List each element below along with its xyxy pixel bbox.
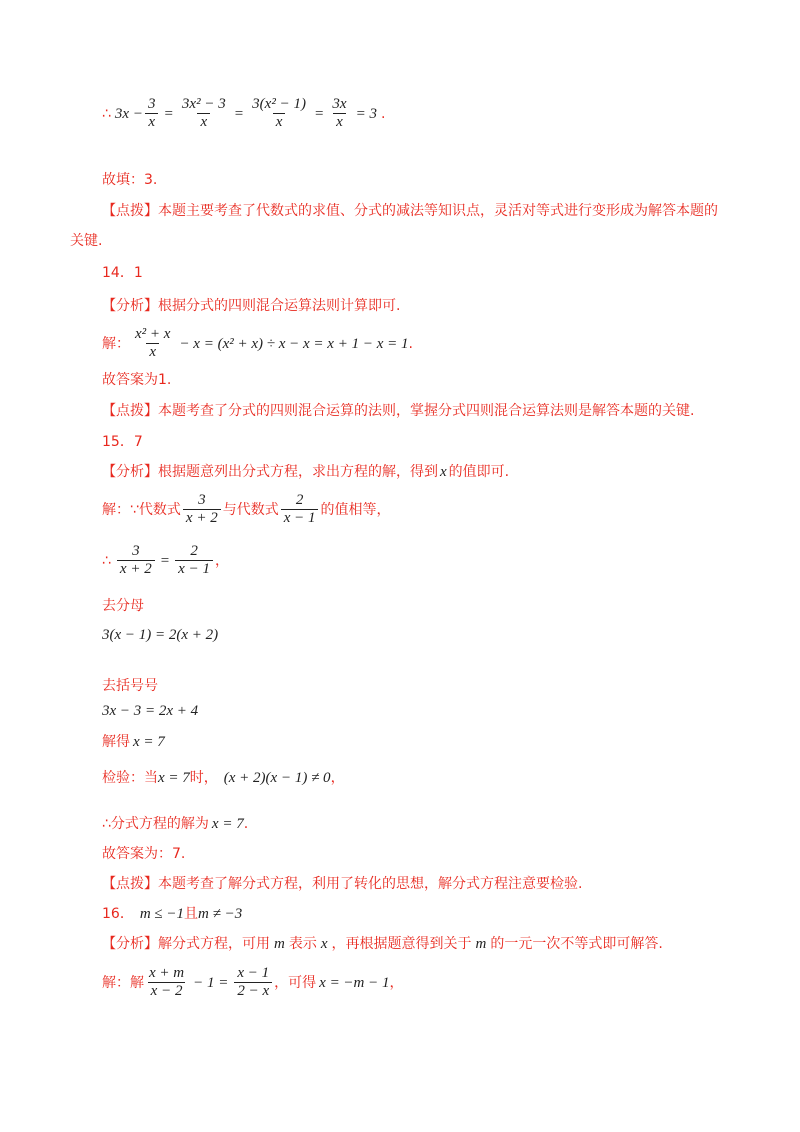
q15-step2: 去括号号 bbox=[102, 678, 158, 694]
q15-analysis: 【分析】根据题意列出分式方程，求出方程的解，得到 x 的值即可. bbox=[102, 464, 510, 480]
q15-given: 解：∵代数式 $\frac{3}{x + 2}$ 与代数式 $\frac{2}{x - 1}$ 的值相等， bbox=[102, 492, 391, 526]
q16-heading: 16． m ≤ −1且m ≠ −3 bbox=[102, 906, 243, 922]
q14-solution: 解： $\frac{\text{x² + x}}{x}$ − x = (x² + x) ÷ x − x = x + 1 − x = 1 . bbox=[102, 326, 413, 360]
q15-step1-eq: 3(x − 1) = 2(x + 2) bbox=[102, 627, 219, 643]
fraction: $\frac{2}{x - 1}$ bbox=[281, 492, 319, 527]
fraction: $\frac{2}{x - 1}$ bbox=[175, 543, 213, 578]
q15-check: 检验：当x = 7时， (x + 2)(x − 1) ≠ 0， bbox=[102, 770, 345, 786]
expr-result: = 3 bbox=[355, 105, 377, 122]
comment-13: 【点拨】本题主要考查了代数式的求值、分式的减法等知识点，灵活对等式进行变形成为解答本题的 bbox=[102, 203, 718, 219]
q14-heading: 14．1 bbox=[102, 265, 143, 281]
q16-analysis: 【分析】解分式方程，可用 m 表示 x ，再根据题意得到关于 m 的一元一次不等式即可解答. bbox=[102, 936, 663, 952]
q15-step1: 去分母 bbox=[102, 598, 144, 614]
derivation-line: ∴ 3x − $\frac{3}{x}$ = $\frac{\text{3x² − 3}}{x}$ = $\frac{\text{3(x² − 1)}}{x}$ = $\frac{3x}{x}$ = 3 . bbox=[102, 96, 386, 130]
q15-conclusion: ∴分式方程的解为 x = 7. bbox=[102, 816, 249, 832]
q15-answer: 故答案为：7. bbox=[102, 846, 186, 862]
q16-solution: 解：解 $\frac{x + m}{x - 2}$ − 1 = $\frac{x - 1}{2 - x}$ ，可得 x = −m − 1 ， bbox=[102, 965, 404, 999]
q15-equation: ∴ $\frac{3}{x + 2}$ = $\frac{2}{x - 1}$ ， bbox=[102, 543, 229, 577]
q15-comment: 【点拨】本题考查了解分式方程，利用了转化的思想，解分式方程注意要检验. bbox=[102, 876, 583, 892]
q15-solve: 解得 x = 7 bbox=[102, 734, 165, 750]
fraction: $\frac{3}{x + 2}$ bbox=[117, 543, 155, 578]
fraction: $\frac{x + m}{x - 2}$ bbox=[149, 965, 185, 999]
comment-13-cont: 关键. bbox=[70, 233, 103, 249]
fraction: $\frac{3x}{x}$ bbox=[332, 96, 347, 130]
fraction: $\frac{\text{3(x² − 1)}}{x}$ bbox=[252, 96, 306, 130]
fraction: $\frac{\text{x² + x}}{x}$ bbox=[135, 326, 171, 360]
fraction: $\frac{\text{3x² − 3}}{x}$ bbox=[181, 96, 226, 130]
fraction: $\frac{3}{x + 2}$ bbox=[183, 492, 221, 527]
q14-comment: 【点拨】本题考查了分式的四则混合运算的法则，掌握分式四则混合运算法则是解答本题的关键. bbox=[102, 403, 695, 419]
q15-heading: 15．7 bbox=[102, 434, 143, 450]
expr-lhs: 3x − bbox=[114, 105, 143, 122]
q14-analysis: 【分析】根据分式的四则混合运算法则计算即可. bbox=[102, 298, 401, 314]
therefore-symbol: ∴ bbox=[102, 105, 111, 122]
fraction: $\frac{x - 1}{2 - x}$ bbox=[234, 965, 272, 1000]
fraction: $\frac{3}{x}$ bbox=[145, 96, 159, 131]
q14-answer: 故答案为1. bbox=[102, 372, 172, 388]
fill-answer: 故填：3. bbox=[102, 172, 158, 188]
q15-step2-eq: 3x − 3 = 2x + 4 bbox=[102, 703, 199, 719]
